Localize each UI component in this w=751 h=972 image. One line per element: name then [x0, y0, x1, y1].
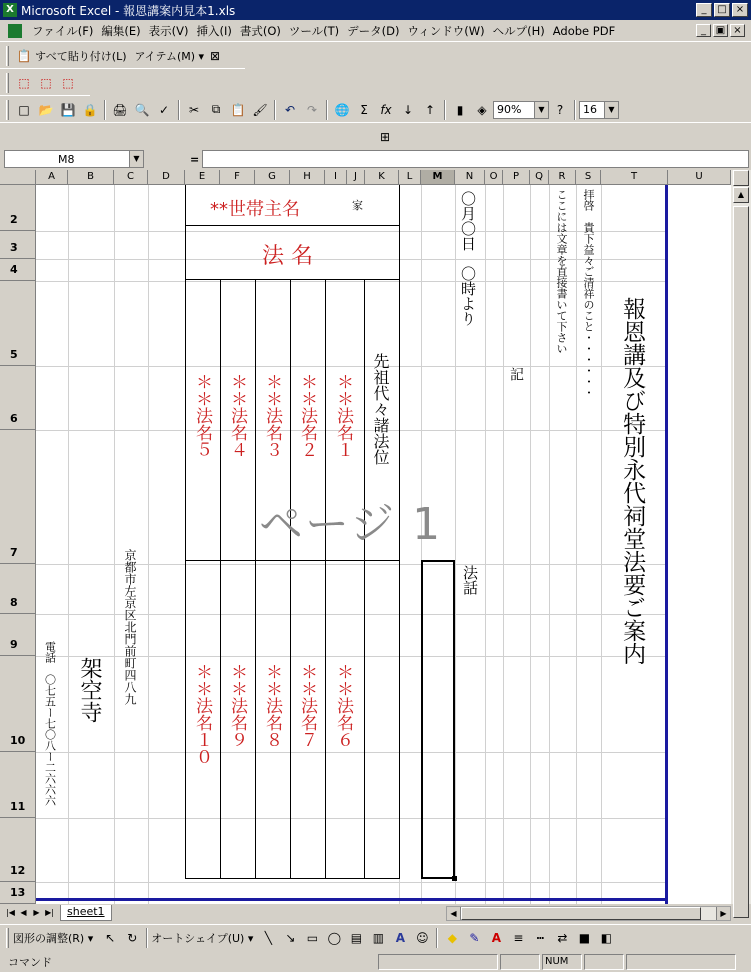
vertical-scrollbar[interactable] — [731, 170, 751, 904]
undo-icon[interactable]: ↶ — [284, 102, 296, 117]
formula-input[interactable] — [202, 150, 749, 168]
arrow-style-icon[interactable]: ⇄ — [557, 930, 568, 945]
table-border — [185, 878, 399, 879]
gridline — [36, 259, 666, 260]
column-headers — [0, 170, 731, 185]
zoom-value: 90% — [497, 103, 522, 116]
font-size-select[interactable] — [579, 101, 619, 119]
greeting-text: 拝啓 貴下益々ご清祥のこと・・・・・・ — [582, 189, 595, 398]
scroll-left-button[interactable]: ◀ — [447, 907, 461, 920]
new-icon[interactable]: □ — [18, 102, 30, 117]
status-panel — [378, 954, 498, 970]
pdf-convert-icon[interactable]: ⬚ — [18, 75, 30, 90]
posthumous-name-2: ＊＊法名２ — [297, 373, 317, 458]
posthumous-name-8: ＊＊法名８ — [262, 663, 282, 748]
sort-descending-icon[interactable]: ↑ — [424, 102, 436, 117]
senzo-label: 先祖代々諸法位 — [371, 353, 390, 465]
column-header[interactable]: T — [601, 170, 668, 185]
row-number: 7 — [10, 546, 18, 559]
wordart-icon[interactable]: A — [395, 930, 405, 945]
row-header[interactable] — [0, 281, 36, 366]
gridline — [68, 185, 69, 904]
floating-toolbar — [374, 124, 410, 150]
column-header[interactable]: N — [455, 170, 485, 185]
chart-wizard-icon[interactable]: ▮ — [456, 102, 464, 117]
function-icon[interactable]: fx — [380, 102, 392, 117]
shadow-settings-icon[interactable]: ⊞ — [379, 130, 391, 144]
address: 京都市左京区北門前町四八九 — [123, 549, 137, 705]
pdf-email-icon[interactable]: ⬚ — [40, 75, 52, 90]
window-title: Microsoft Excel - 報恩講案内見本1.xls — [21, 3, 236, 18]
status-mode: コマンド — [8, 955, 52, 969]
houmyou-heading: 法 名 — [262, 244, 313, 269]
row-header[interactable] — [0, 564, 36, 614]
row-number: 12 — [10, 864, 26, 877]
separator — [574, 100, 576, 120]
posthumous-name-7: ＊＊法名７ — [297, 663, 317, 748]
instruction-text: ここには文章を直接書いて下さい — [555, 189, 568, 354]
row-header[interactable] — [0, 882, 36, 904]
hyperlink-icon[interactable]: 🌐 — [334, 102, 350, 117]
help-icon[interactable]: ? — [556, 102, 564, 117]
column-header[interactable]: U — [668, 170, 731, 185]
column-header[interactable]: F — [220, 170, 255, 185]
fill-handle[interactable] — [452, 876, 457, 881]
page-break-line — [665, 185, 668, 904]
clipboard-toolbar — [0, 43, 245, 69]
gridline — [36, 366, 666, 367]
posthumous-name-4: ＊＊法名４ — [227, 373, 247, 458]
separator — [178, 100, 180, 120]
menu-format[interactable]: 書式(O) — [239, 23, 281, 38]
gridline — [114, 185, 115, 904]
gridline — [530, 185, 531, 904]
main-title: 報恩講及び特別永代祠堂法要ご案内 — [619, 297, 646, 665]
table-border — [325, 279, 326, 879]
sort-ascending-icon[interactable]: ↓ — [402, 102, 414, 117]
chevron-down-icon[interactable]: ▼ — [129, 151, 143, 167]
menu-insert[interactable]: 挿入(I) — [196, 23, 232, 38]
formula-equals: = — [190, 152, 200, 166]
temple-name: 架空寺 — [77, 657, 102, 723]
gridline — [36, 752, 666, 753]
arrow-icon[interactable]: ↘ — [285, 930, 296, 945]
column-header[interactable]: I — [325, 170, 347, 185]
sheet-tab-bar — [0, 904, 751, 922]
line-icon[interactable]: ╲ — [264, 930, 272, 945]
houwa-label: 法話 — [461, 565, 479, 595]
close-button[interactable]: × — [732, 3, 748, 17]
last-sheet-icon[interactable]: ▶| — [45, 908, 54, 917]
menu-data[interactable]: データ(D) — [347, 23, 400, 38]
shadow-icon[interactable]: ■ — [578, 930, 591, 945]
paste-icon[interactable]: 📋 — [230, 102, 246, 117]
standard-toolbar — [0, 97, 751, 123]
autoshapes-menu-button[interactable]: オートシェイプ(U) ▾ — [151, 931, 254, 945]
line-style-icon[interactable]: ≡ — [513, 930, 524, 945]
row-header[interactable] — [0, 614, 36, 656]
vertical-textbox-icon[interactable]: ▥ — [372, 930, 385, 945]
table-border — [364, 279, 365, 879]
draw-menu-button[interactable]: 図形の調整(R) ▾ — [13, 931, 94, 945]
column-header[interactable]: H — [290, 170, 325, 185]
gridline — [601, 185, 602, 904]
scroll-split-box[interactable] — [733, 170, 749, 186]
clipart-icon[interactable]: ☺ — [416, 930, 429, 945]
permission-icon[interactable]: 🔒 — [82, 102, 98, 117]
save-icon[interactable]: 💾 — [60, 102, 76, 117]
column-header[interactable]: J — [347, 170, 365, 185]
gridline — [36, 818, 666, 819]
spelling-icon[interactable]: ✓ — [158, 102, 170, 117]
row-header[interactable] — [0, 656, 36, 752]
column-header[interactable]: B — [68, 170, 114, 185]
toolbar-grip[interactable] — [6, 928, 9, 948]
row-number: 5 — [10, 348, 18, 361]
gridline — [576, 185, 577, 904]
page-break-line — [36, 898, 668, 901]
paste-icon[interactable]: 📋 — [16, 48, 32, 63]
first-sheet-icon[interactable]: |◀ — [6, 908, 15, 917]
workbook-restore-button[interactable]: ▣ — [713, 24, 728, 37]
table-border — [185, 225, 399, 226]
row-header[interactable] — [0, 259, 36, 281]
row-number: 2 — [10, 213, 18, 226]
ki-label: 記 — [508, 367, 524, 381]
separator — [274, 100, 276, 120]
3d-icon[interactable]: ◧ — [600, 930, 613, 945]
separator — [444, 100, 446, 120]
status-bar — [0, 951, 751, 972]
pdf-toolbar — [0, 70, 90, 96]
separator — [146, 928, 148, 948]
row-number: 10 — [10, 734, 26, 747]
row-number: 13 — [10, 886, 26, 899]
menu-view[interactable]: 表示(V) — [148, 23, 189, 38]
gridline — [36, 281, 666, 282]
posthumous-name-10: ＊＊法名１０ — [192, 663, 212, 765]
menu-file[interactable]: ファイル(F) — [32, 23, 94, 38]
row-header[interactable] — [0, 185, 36, 231]
row-number: 4 — [10, 263, 18, 276]
table-border — [185, 560, 399, 561]
row-header[interactable] — [0, 752, 36, 818]
textbox-icon[interactable]: ▤ — [350, 930, 363, 945]
column-header[interactable]: Q — [530, 170, 549, 185]
workbook-close-button[interactable]: × — [730, 24, 745, 37]
column-header[interactable]: L — [399, 170, 421, 185]
drawing-toolbar — [0, 924, 751, 950]
chevron-down-icon[interactable]: ▼ — [534, 102, 548, 118]
fill-color-icon[interactable]: ◆ — [447, 930, 457, 945]
font-color-icon[interactable]: A — [491, 930, 501, 945]
posthumous-name-5: ＊＊法名５ — [192, 373, 212, 458]
prev-sheet-icon[interactable]: ◀ — [20, 908, 27, 917]
workbook-window-controls — [696, 24, 747, 37]
copy-icon[interactable]: ⧉ — [211, 102, 221, 116]
menu-help[interactable]: ヘルプ(H) — [492, 23, 545, 38]
drawing-icon[interactable]: ◈ — [477, 102, 487, 117]
items-button[interactable]: アイテム(M) ▾ — [134, 49, 205, 63]
column-header[interactable]: G — [255, 170, 290, 185]
next-sheet-icon[interactable]: ▶ — [33, 908, 40, 917]
table-border — [290, 279, 291, 879]
gridline — [148, 185, 149, 904]
column-header[interactable]: O — [485, 170, 503, 185]
toolbar-grip[interactable] — [6, 46, 9, 66]
select-all-corner[interactable] — [0, 170, 36, 185]
column-header[interactable]: K — [365, 170, 399, 185]
workbook-minimize-button[interactable]: _ — [696, 24, 711, 37]
row-number: 6 — [10, 412, 18, 425]
column-header[interactable]: E — [185, 170, 220, 185]
cut-icon[interactable]: ✂ — [188, 102, 200, 117]
gridline — [36, 231, 666, 232]
horizontal-scroll-thumb[interactable] — [461, 907, 701, 920]
sheet-tab-sheet1[interactable]: sheet1 — [60, 905, 112, 921]
dash-style-icon[interactable]: ┅ — [536, 930, 544, 945]
status-num-lock: NUM — [542, 954, 582, 970]
separator — [104, 100, 106, 120]
table-border — [220, 279, 221, 879]
separator — [436, 928, 438, 948]
line-color-icon[interactable]: ✎ — [469, 930, 480, 945]
menu-adobe-pdf[interactable]: Adobe PDF — [552, 23, 616, 38]
rotate-icon[interactable]: ↻ — [127, 930, 138, 945]
scroll-up-button[interactable]: ▲ — [733, 187, 749, 203]
status-panel — [500, 954, 540, 970]
menu-tools[interactable]: ツール(T) — [288, 23, 340, 38]
format-painter-icon[interactable]: 🖌 — [252, 102, 268, 117]
posthumous-name-9: ＊＊法名９ — [227, 663, 247, 748]
separator — [326, 100, 328, 120]
row-number: 8 — [10, 596, 18, 609]
column-header[interactable]: S — [576, 170, 601, 185]
gridline — [485, 185, 486, 904]
name-box[interactable] — [4, 150, 144, 168]
table-border — [255, 279, 256, 879]
head-name: **世帯主名 — [210, 199, 300, 220]
open-icon[interactable]: 📂 — [38, 102, 54, 117]
workbook-icon[interactable] — [8, 24, 22, 38]
selected-cell-m8[interactable] — [421, 560, 455, 879]
menu-window[interactable]: ウィンドウ(W) — [407, 23, 485, 38]
oval-icon[interactable]: ◯ — [327, 930, 342, 945]
row-header[interactable] — [0, 231, 36, 259]
column-header[interactable]: C — [114, 170, 148, 185]
column-header[interactable]: D — [148, 170, 185, 185]
row-number: 11 — [10, 800, 26, 813]
font-size-value: 16 — [583, 103, 597, 116]
print-icon[interactable]: 🖨 — [112, 102, 128, 117]
toolbar-grip[interactable] — [6, 73, 9, 93]
row-header[interactable] — [0, 818, 36, 882]
table-border — [185, 279, 399, 280]
posthumous-name-1: ＊＊法名１ — [333, 373, 353, 458]
row-header[interactable] — [0, 430, 36, 564]
table-border — [185, 185, 186, 879]
excel-app-icon[interactable]: X — [3, 3, 17, 17]
select-objects-icon[interactable]: ↖ — [105, 930, 116, 945]
pdf-review-icon[interactable]: ⬚ — [62, 75, 74, 90]
page-break-watermark: ページ 1 — [259, 499, 443, 550]
print-preview-icon[interactable]: 🔍 — [134, 102, 150, 117]
column-header-selected[interactable]: M — [421, 170, 455, 185]
name-box-value: M8 — [58, 152, 75, 166]
rectangle-icon[interactable]: ▭ — [306, 930, 319, 945]
column-header[interactable]: A — [36, 170, 68, 185]
gridline — [549, 185, 550, 904]
column-header[interactable]: P — [503, 170, 530, 185]
gridline — [455, 185, 456, 904]
paste-all-button[interactable]: すべて貼り付け(L) — [35, 49, 127, 63]
redo-icon[interactable]: ↷ — [306, 102, 318, 117]
clear-clipboard-icon[interactable]: ⊠ — [210, 48, 221, 63]
status-panel — [584, 954, 624, 970]
event-date: 〇月〇日 〇時より — [459, 191, 477, 326]
zoom-select[interactable] — [493, 101, 549, 119]
maximize-button[interactable]: □ — [714, 3, 730, 17]
menu-edit[interactable]: 編集(E) — [101, 23, 141, 38]
title-bar — [0, 0, 751, 20]
worksheet-grid[interactable] — [36, 185, 731, 904]
status-panel — [626, 954, 736, 970]
menu-bar — [0, 20, 751, 42]
autosum-icon[interactable]: Σ — [360, 102, 368, 117]
gridline — [503, 185, 504, 904]
horizontal-scrollbar[interactable] — [446, 906, 731, 921]
column-header[interactable]: R — [549, 170, 576, 185]
ie-label: 家 — [352, 199, 363, 212]
phone-number: 電話 〇七五ー七〇八ー二六六六 — [43, 641, 57, 806]
chevron-down-icon[interactable]: ▼ — [604, 102, 618, 118]
row-header[interactable] — [0, 366, 36, 430]
scroll-right-button[interactable]: ▶ — [716, 907, 730, 920]
row-number: 3 — [10, 241, 18, 254]
scroll-thumb[interactable] — [733, 206, 749, 918]
minimize-button[interactable]: _ — [696, 3, 712, 17]
posthumous-name-3: ＊＊法名３ — [262, 373, 282, 458]
posthumous-name-6: ＊＊法名６ — [333, 663, 353, 748]
formula-bar — [0, 148, 751, 170]
toolbar-grip[interactable] — [6, 100, 9, 120]
gridline — [36, 882, 666, 883]
row-number: 9 — [10, 638, 18, 651]
